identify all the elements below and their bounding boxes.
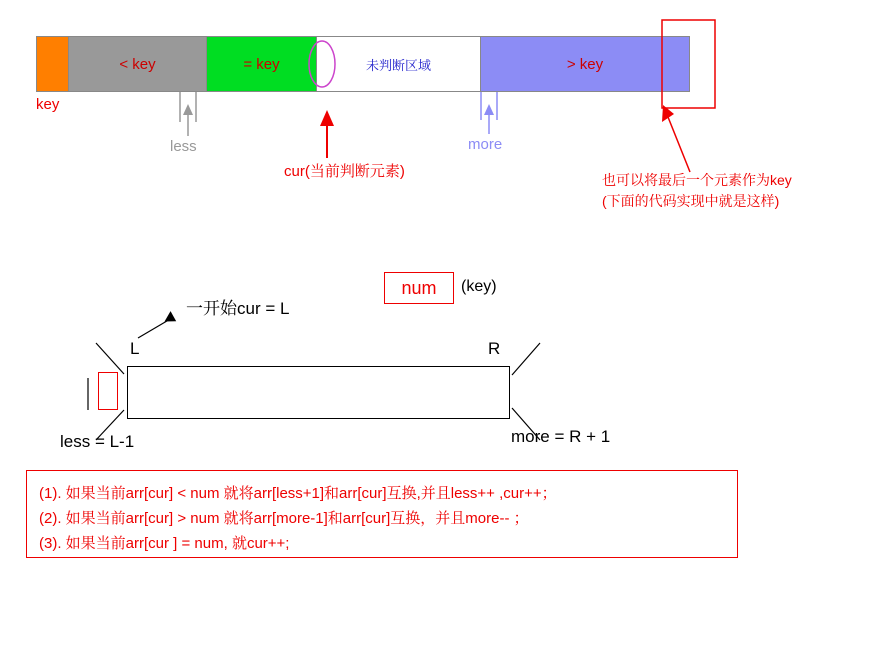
greater-region: > key [481,37,689,91]
right-annotation-line1: 也可以将最后一个元素作为key [602,172,792,188]
left-bound-label: L [130,339,140,358]
pivot-cell [37,37,69,91]
less-value-label: less = L-1 [60,432,135,451]
num-box: num [384,272,454,304]
start-cur-arrow-line [138,318,172,338]
start-cur-arrow-head [165,311,180,326]
rule-3: (3). 如果当前arr[cur ] = num, 就cur++; [39,535,290,552]
note-arrow-line [666,112,690,172]
right-annotation [602,170,792,212]
less-slot-box [98,372,118,410]
more-value-label: more = R + 1 [511,427,611,446]
partition-bar [36,36,690,92]
rule-1: (1). 如果当前arr[cur] < num 就将arr[less+1]和arr[cur]互换,并且less++ ,cur++； [39,485,557,502]
right-brace-upper [512,343,540,375]
cur-pointer-label: cur(当前判断元素) [284,163,405,180]
less-pointer-label: less [170,138,197,155]
unknown-region: 未判断区域 [317,37,481,91]
note-arrow-head [662,105,674,122]
more-pointer-label: more [468,136,503,153]
cur-arrow-head [320,110,334,126]
start-cur-label: 一开始cur = L [186,299,290,318]
right-annotation-line2: (下面的代码实现中就是这样) [602,193,780,209]
key-label: key [36,96,60,113]
array-box [127,366,510,419]
less-arrow-head [183,104,193,115]
right-bound-label: R [488,339,501,358]
rules-box [26,470,738,558]
more-arrow-head [484,104,494,115]
less-region: < key [69,37,207,91]
equal-region: = key [207,37,317,91]
num-key-label: (key) [461,278,497,295]
left-brace-upper [96,343,124,374]
rule-2: (2). 如果当前arr[cur] > num 就将arr[more-1]和arr[cur]互换，并且more-- ； [39,510,529,527]
